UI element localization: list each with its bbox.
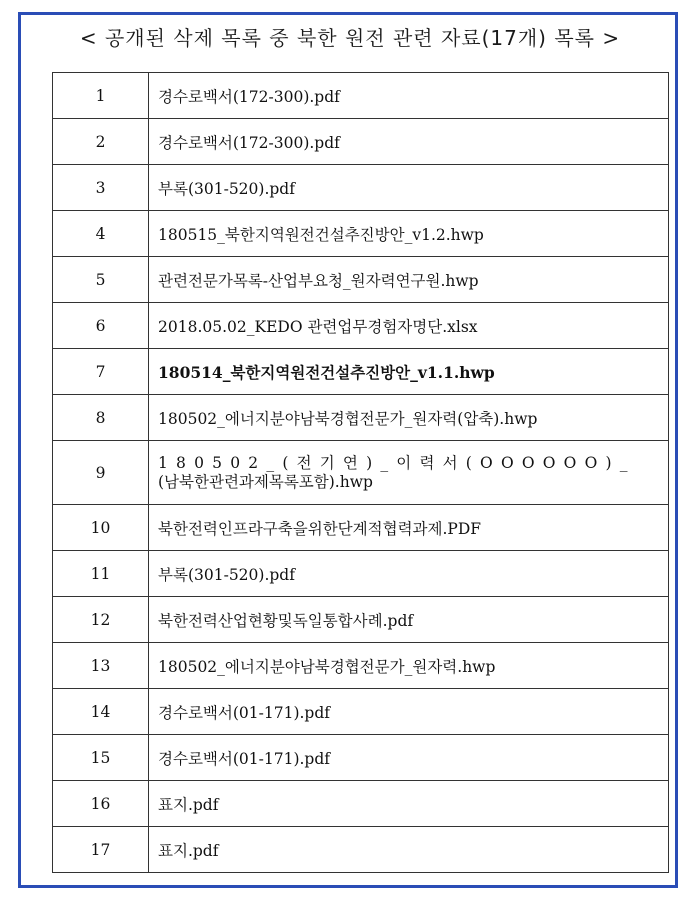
- table-row: [53, 73, 669, 119]
- row-number: 1: [53, 73, 149, 119]
- file-name: 180515_북한지역원전건설추진방안_v1.2.hwp: [149, 211, 669, 257]
- table-row: [53, 165, 669, 211]
- file-name: 180502_에너지분야남북경협전문가_원자력.hwp: [149, 643, 669, 689]
- file-name: 180514_북한지역원전건설추진방안_v1.1.hwp: [149, 349, 669, 395]
- row-number: 17: [53, 827, 149, 873]
- row-number: 6: [53, 303, 149, 349]
- table-row: [53, 827, 669, 873]
- row-number: 8: [53, 395, 149, 441]
- row-number: 9: [53, 441, 149, 505]
- row-number: 12: [53, 597, 149, 643]
- row-number: 2: [53, 119, 149, 165]
- table-row-highlighted: [53, 349, 669, 395]
- table-row: [53, 781, 669, 827]
- file-name: [149, 441, 669, 505]
- table-row: [53, 643, 669, 689]
- file-name: 경수로백서(172-300).pdf: [149, 73, 669, 119]
- file-name: 경수로백서(01-171).pdf: [149, 689, 669, 735]
- file-name: 부록(301-520).pdf: [149, 165, 669, 211]
- file-name: 표지.pdf: [149, 781, 669, 827]
- table-row: [53, 257, 669, 303]
- table-row: [53, 303, 669, 349]
- file-name: 180502_에너지분야남북경협전문가_원자력(압축).hwp: [149, 395, 669, 441]
- page-title: < 공개된 삭제 목록 중 북한 원전 관련 자료(17개) 목록 >: [79, 26, 621, 50]
- file-name: 관련전문가목록-산업부요청_원자력연구원.hwp: [149, 257, 669, 303]
- row-number: 7: [53, 349, 149, 395]
- file-name: 경수로백서(01-171).pdf: [149, 735, 669, 781]
- row-number: 15: [53, 735, 149, 781]
- file-name-line-1: 180502_(전기연)_이력서(OOOOOO)_: [158, 453, 636, 472]
- table-row: [53, 505, 669, 551]
- table-row: [53, 441, 669, 505]
- file-list-table: [52, 72, 669, 873]
- file-name: 경수로백서(172-300).pdf: [149, 119, 669, 165]
- row-number: 4: [53, 211, 149, 257]
- file-name: 북한전력인프라구축을위한단계적협력과제.PDF: [149, 505, 669, 551]
- table-row: [53, 551, 669, 597]
- row-number: 13: [53, 643, 149, 689]
- file-name: 북한전력산업현황및독일통합사례.pdf: [149, 597, 669, 643]
- table-row: [53, 735, 669, 781]
- table-row: [53, 395, 669, 441]
- table-row: [53, 689, 669, 735]
- row-number: 16: [53, 781, 149, 827]
- row-number: 3: [53, 165, 149, 211]
- file-name: 부록(301-520).pdf: [149, 551, 669, 597]
- row-number: 14: [53, 689, 149, 735]
- row-number: 11: [53, 551, 149, 597]
- row-number: 5: [53, 257, 149, 303]
- table-row: [53, 119, 669, 165]
- file-name: 2018.05.02_KEDO 관련업무경험자명단.xlsx: [149, 303, 669, 349]
- table-row: [53, 597, 669, 643]
- table-row: [53, 211, 669, 257]
- row-number: 10: [53, 505, 149, 551]
- file-name-line-2: (남북한관련과제목록포함).hwp: [158, 472, 373, 491]
- file-name: 표지.pdf: [149, 827, 669, 873]
